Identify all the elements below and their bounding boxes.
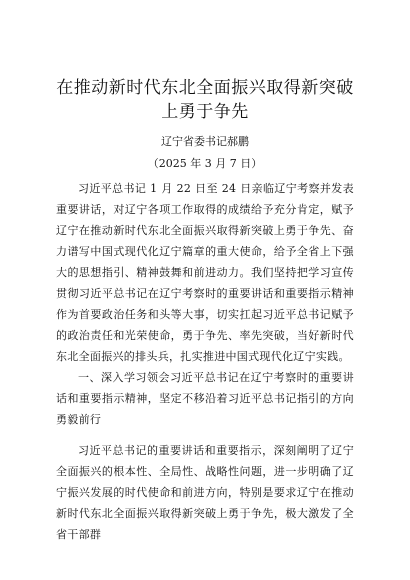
document-author: 辽宁省委书记郝鹏 <box>161 135 249 148</box>
document-date: （2025 年 3 月 7 日） <box>147 157 263 170</box>
document-body <box>56 178 354 545</box>
paragraph-section-1: 习近平总书记的重要讲话和重要指示，深刻阐明了辽宁全面振兴的根本性、全局性、战略性问题，进一步明确了辽宁振兴发展的时代使命和前进方向，特别是要求辽宁在推动新时代东北全面振兴取得新突破上勇于争先，极大激发了全省干部群 <box>56 444 354 541</box>
section-heading-1: 一、深入学习领会习近平总书记在辽宁考察时的重要讲话和重要指示精神，坚定不移沿着习近平总书记指引的方向勇毅前行 <box>56 371 354 426</box>
paragraph-intro: 习近平总书记 1 月 22 日至 24 日亲临辽宁考察并发表重要讲话，对辽宁各项工作取得的成绩给予充分肯定，赋予辽宁在推动新时代东北全面振兴取得新突破上勇于争先、奋力谱写中国式现代化辽宁篇章的重大使命，给予全省上下强大的思想指引、精神鼓舞和前进动力。我们坚持把学习宣传贯彻习近平总书记在辽宁考察时的重要讲话和重要指示精神作为首要政治任务和头等大事，切实扛起习近平总书记赋予的政治责任和光荣使命，勇于争先、率先突破，当好新时代东北全面振兴的排头兵，扎实推进中国式现代化辽宁实践。 <box>56 182 354 363</box>
document-title: 在推动新时代东北全面振兴取得新突破上勇于争先 <box>56 78 354 122</box>
